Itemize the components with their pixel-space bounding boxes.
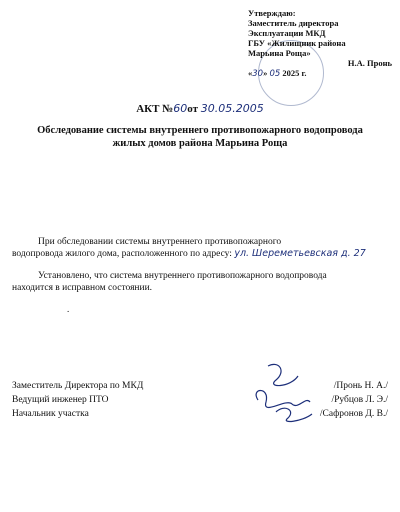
signature-position: Заместитель Директора по МКД [12,381,144,391]
approval-heading: Утверждаю: [248,8,296,18]
approval-department: Эксплуатации МКД [248,28,326,38]
signature-scribble-1 [268,364,298,385]
signature-position: Начальник участка [12,409,89,419]
handwritten-signatures [240,358,330,428]
signature-name: /Рубцов Л. Э./ [331,395,388,405]
signature-position: Ведущий инженер ПТО [12,395,109,405]
date-close-quote: » [263,68,268,78]
date-year: 2025 г. [282,68,307,78]
date-open-quote: « [248,68,253,78]
act-date: 30.05.2005 [200,102,264,115]
signature-row [12,408,388,420]
signature-row [12,394,388,406]
signature-scribble-2 [256,391,310,408]
act-subject [20,124,380,150]
signature-name: /Сафронов Д. В./ [319,409,388,419]
signature-scribble-3 [276,408,312,421]
subject-line2: жилых домов района Марьина Роща [112,138,288,149]
stray-dot: . [67,304,70,314]
approval-date [248,68,398,79]
act-number: 60 [173,102,188,115]
approval-signatory: Н.А. Пронь [347,58,392,68]
date-month: 05 [269,69,281,79]
act-title-prefix: АКТ № [136,103,174,115]
approval-org-line1: ГБУ «Жилищник района [248,38,346,48]
paragraph-1-text: водопровода жилого дома, расположенного по адресу: [12,249,232,259]
paragraph-1-line2 [12,248,392,260]
address-handwritten: ул. Шереметьевская д. 27 [234,248,366,259]
paragraph-1-line1: При обследовании системы внутреннего противопожарного [38,237,282,247]
paragraph-2-line2: находится в исправном состоянии. [12,283,153,293]
act-from: от [187,103,199,115]
approval-org-line2: Марьина Роща» [248,48,311,58]
signature-name: /Пронь Н. А./ [333,381,388,391]
act-title [0,102,400,115]
paragraph-2-line1: Установлено, что система внутреннего противопожарного водопровода [38,271,327,281]
subject-line1: Обследование системы внутреннего противопожарного водопровода [37,125,363,136]
approval-block [248,8,398,79]
approval-position: Заместитель директора [248,18,339,28]
signature-row [12,380,388,392]
date-day: 30 [252,69,264,79]
